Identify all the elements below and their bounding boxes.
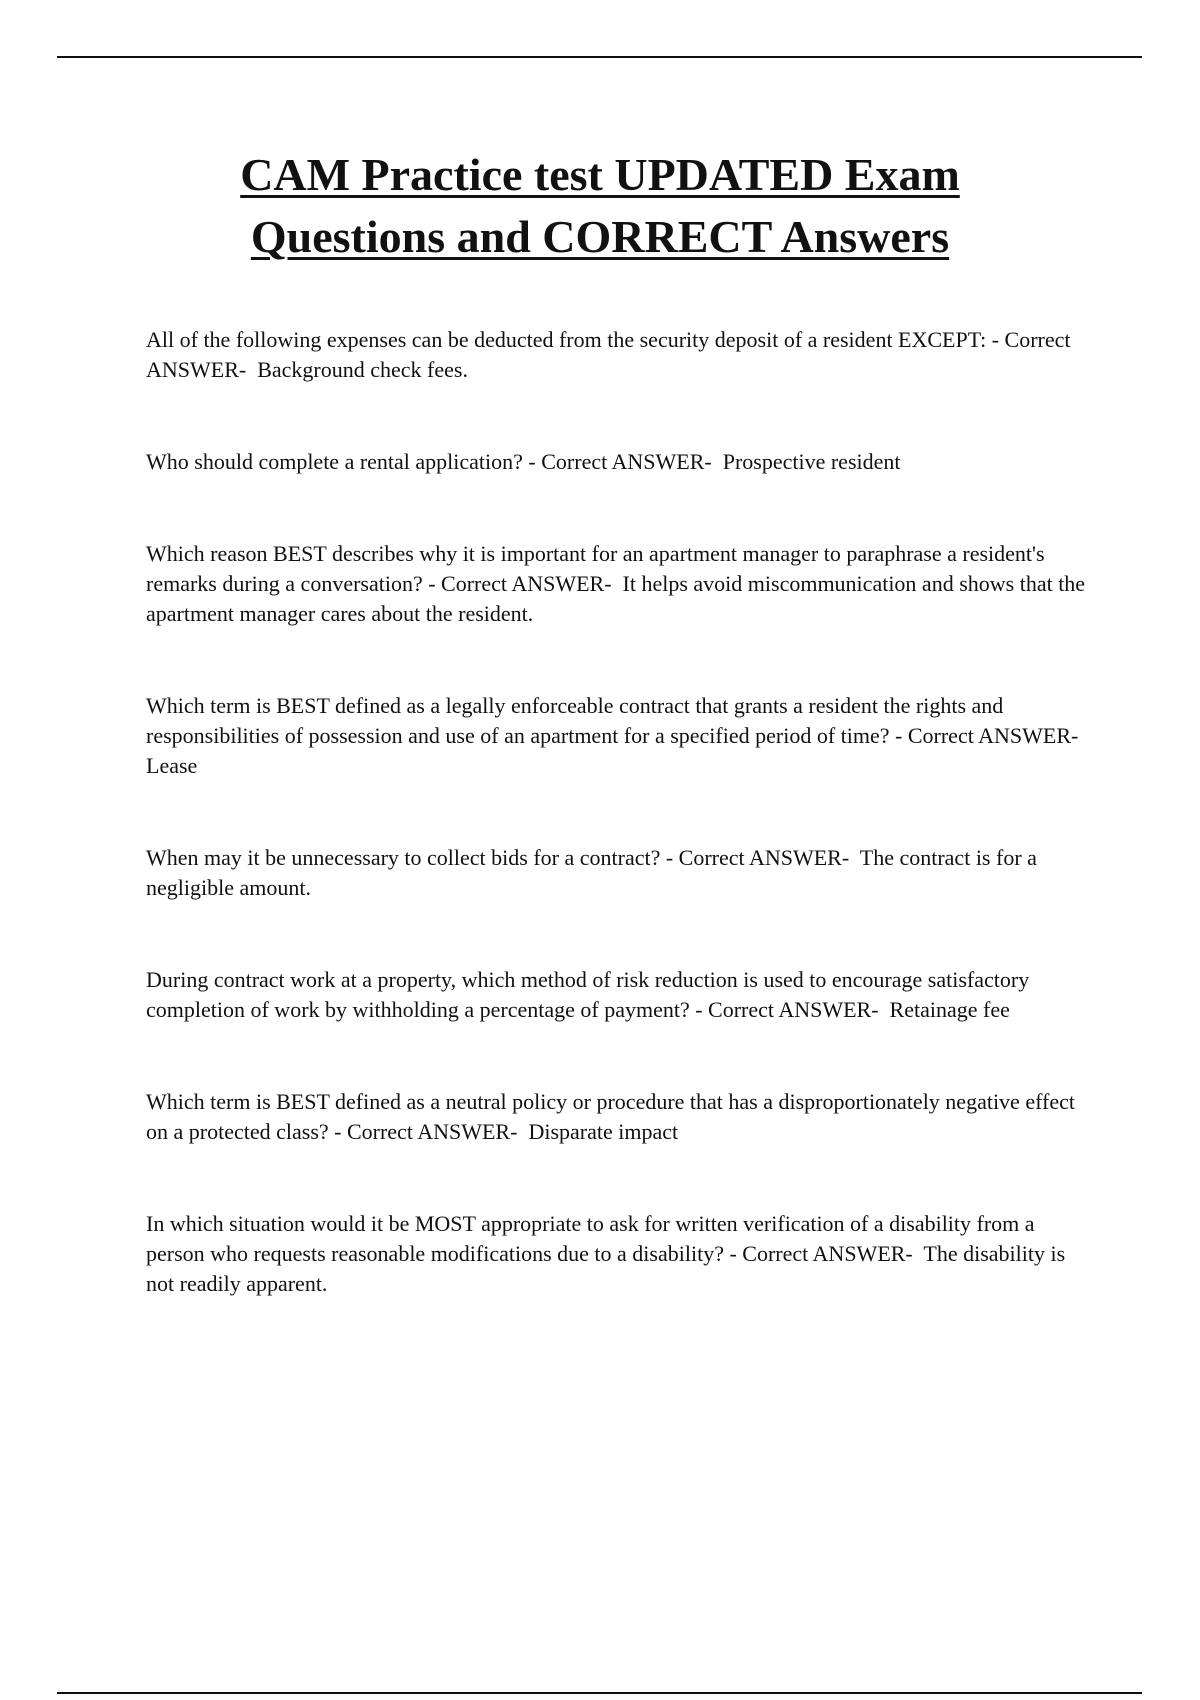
qa-list bbox=[146, 325, 1096, 1299]
qa-item bbox=[146, 965, 1096, 1025]
qa-item bbox=[146, 1209, 1096, 1299]
question-text: When may it be unnecessary to collect bids for a contract? bbox=[146, 845, 661, 870]
qa-item bbox=[146, 447, 1096, 477]
question-text: Which term is BEST defined as a legally enforceable contract that grants a resident the rights and responsibilities of possession and use of an apartment for a specified period of time? bbox=[146, 693, 1004, 748]
answer-text: The contract is for a negligible amount. bbox=[146, 845, 1037, 900]
top-rule bbox=[57, 56, 1142, 58]
answer-text: It helps avoid miscommunication and shows that the apartment manager cares about the resident. bbox=[146, 571, 1086, 626]
answer-text: Retainage fee bbox=[889, 997, 1010, 1022]
answer-text: Background check fees. bbox=[257, 357, 468, 382]
qa-item bbox=[146, 691, 1096, 781]
answer-text: Lease bbox=[146, 753, 198, 778]
answer-marker: - Correct ANSWER- bbox=[522, 449, 723, 474]
question-text: In which situation would it be MOST appropriate to ask for written verification of a disability from a person who requests reasonable modifications due to a disability? bbox=[146, 1211, 1035, 1266]
question-text: During contract work at a property, which method of risk reduction is used to encourage satisfactory completion of work by withholding a percentage of payment? bbox=[146, 967, 1030, 1022]
answer-text: Disparate impact bbox=[528, 1119, 679, 1144]
answer-marker: - Correct ANSWER- bbox=[328, 1119, 529, 1144]
qa-item bbox=[146, 539, 1096, 629]
answer-marker: - Correct ANSWER- bbox=[889, 723, 1090, 748]
bottom-rule bbox=[57, 1692, 1142, 1694]
question-text: Which term is BEST defined as a neutral policy or procedure that has a disproportionately negative effect on a protected class? bbox=[146, 1089, 1075, 1144]
title-line-1: CAM Practice test UPDATED Exam bbox=[240, 149, 960, 200]
answer-text: The disability is not readily apparent. bbox=[146, 1241, 1066, 1296]
answer-marker: - Correct ANSWER- bbox=[146, 327, 1075, 382]
question-text: Who should complete a rental application? bbox=[146, 449, 523, 474]
answer-marker: - Correct ANSWER- bbox=[689, 997, 890, 1022]
qa-item bbox=[146, 843, 1096, 903]
answer-marker: - Correct ANSWER- bbox=[723, 1241, 924, 1266]
answer-marker: - Correct ANSWER- bbox=[422, 571, 623, 596]
qa-item bbox=[146, 325, 1096, 385]
document-title bbox=[100, 144, 1100, 268]
answer-text: Prospective resident bbox=[722, 449, 901, 474]
title-line-2: Questions and CORRECT Answers bbox=[250, 211, 950, 262]
question-text: Which reason BEST describes why it is important for an apartment manager to paraphrase a resident's remarks during a conversation? bbox=[146, 541, 1045, 596]
qa-item bbox=[146, 1087, 1096, 1147]
question-text: All of the following expenses can be deducted from the security deposit of a resident EXCEPT: bbox=[146, 327, 987, 352]
answer-marker: - Correct ANSWER- bbox=[660, 845, 860, 870]
